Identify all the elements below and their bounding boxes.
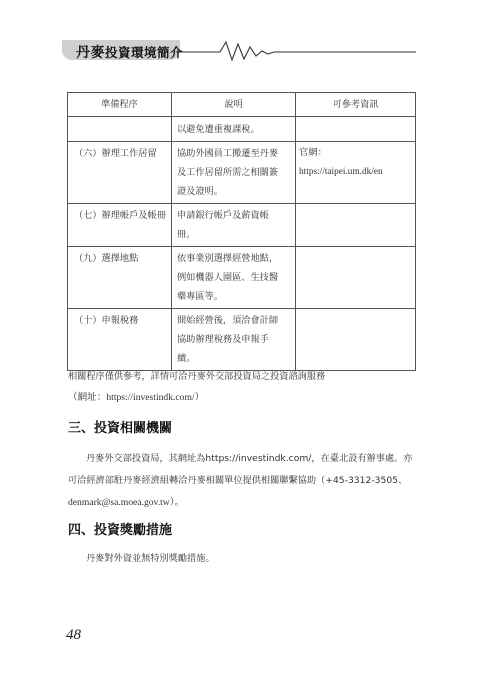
section-paragraph xyxy=(68,548,418,570)
procedure-table xyxy=(67,92,416,371)
table-cell-reference xyxy=(296,204,416,247)
table-cell-step: （七）辦理帳戶及帳冊 xyxy=(68,204,172,247)
table-cell-step: （十）申報稅務 xyxy=(68,309,172,371)
table-row xyxy=(68,247,416,309)
table-cell-description: 以避免遭重複課稅。 xyxy=(172,117,296,142)
table-note-url: （網址：https://investindk.com/） xyxy=(68,392,205,403)
table-cell-step xyxy=(68,117,172,142)
header-title-sub: 投資環境簡介 xyxy=(105,45,184,60)
table-row xyxy=(68,117,416,142)
paragraph-line: 丹麥外交部投資局，其網址為https://investindk.com/，在臺北設有辦事處。亦 xyxy=(86,453,413,464)
column-header-reference: 可參考資訊 xyxy=(296,93,416,117)
table-cell-reference xyxy=(296,309,416,371)
paragraph-line: 可洽經濟部駐丹麥經濟組轉洽丹麥相關單位提供相關聯繫協助（+45-3312-3505、 xyxy=(68,475,408,486)
description-line: 冊。 xyxy=(177,229,196,240)
header-title-main: 丹麥 xyxy=(76,45,105,61)
description-line: 申請銀行帳戶及薪資帳 xyxy=(177,210,269,221)
table-note: 相關程序僅供參考，詳情可洽丹麥外交部投資局之投資諮詢服務 xyxy=(68,371,326,382)
table-cell-description xyxy=(172,204,296,247)
section-heading: 四、投資獎勵措施 xyxy=(68,523,173,538)
description-line: 例如機器人園區、生技醫 xyxy=(177,272,279,283)
description-line: 及工作居留所需之相關簽 xyxy=(177,167,279,178)
column-header-step: 準備程序 xyxy=(68,93,172,117)
description-line: 協助外國員工搬遷至丹麥 xyxy=(177,148,279,159)
table-cell-reference xyxy=(296,247,416,309)
description-line: 依事業別選擇經營地點， xyxy=(177,253,279,264)
description-line: 藥專區等。 xyxy=(177,291,223,302)
table-cell-reference: 官網：https://taipei.um.dk/en xyxy=(296,142,416,204)
description-line: 續。 xyxy=(177,353,196,364)
table-row xyxy=(68,309,416,371)
table-cell-description xyxy=(172,247,296,309)
table-cell-step: （六）辦理工作居留 xyxy=(68,142,172,204)
table-cell-step: （九）選擇地點 xyxy=(68,247,172,309)
paragraph-line: denmark@sa.moea.gov.tw）。 xyxy=(68,497,185,508)
table-cell-description xyxy=(172,309,296,371)
page-number: 48 xyxy=(66,627,81,643)
section-paragraph xyxy=(68,448,418,514)
heartbeat-line-icon xyxy=(176,38,416,64)
column-header-description: 說明 xyxy=(172,93,296,117)
description-line: 開始經營後，須洽會計師 xyxy=(177,315,279,326)
table-cell-description xyxy=(172,142,296,204)
table-row xyxy=(68,204,416,247)
description-line: 證及證明。 xyxy=(177,186,223,197)
table-cell-reference xyxy=(296,117,416,142)
table-header-row xyxy=(68,93,416,117)
description-line: 協助辦理稅務及申報手 xyxy=(177,334,269,345)
table-row xyxy=(68,142,416,204)
paragraph-line: 丹麥對外資並無特別獎勵措施。 xyxy=(86,553,215,564)
section-heading: 三、投資相關機關 xyxy=(68,421,173,436)
running-header-title xyxy=(76,42,183,62)
